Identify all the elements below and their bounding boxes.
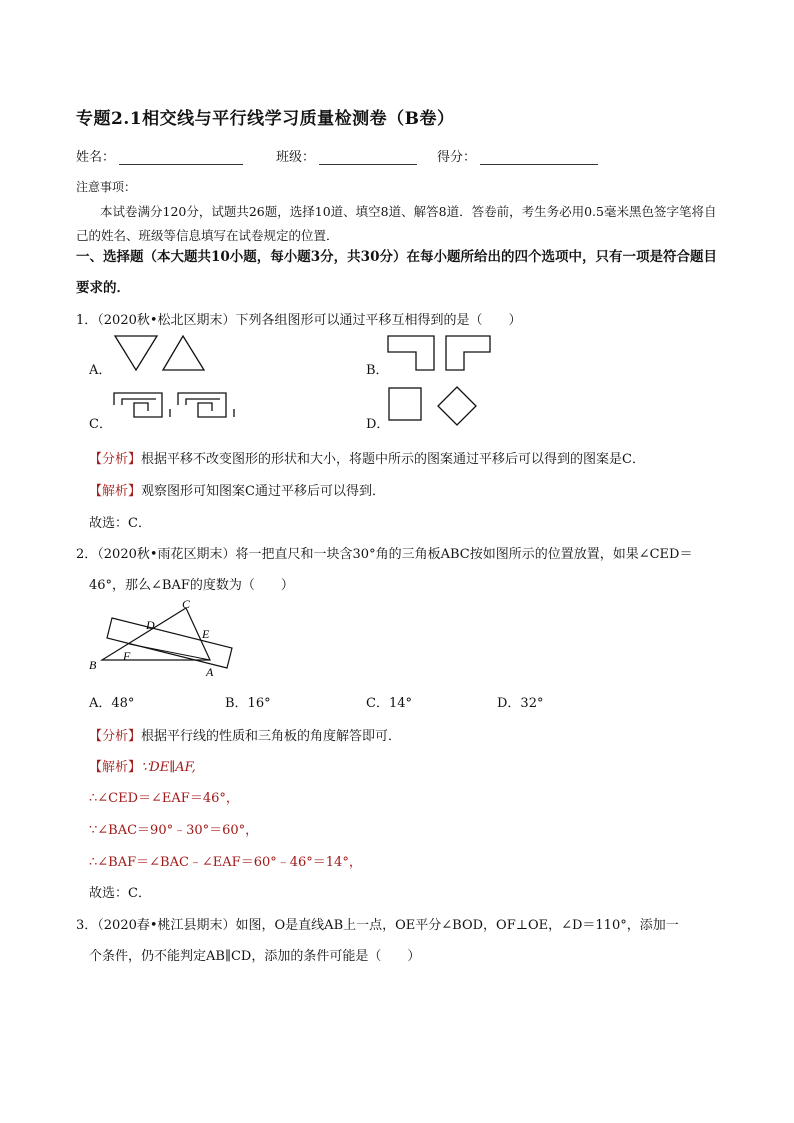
score-field[interactable] bbox=[437, 146, 598, 165]
score-label: 得分： bbox=[437, 150, 477, 165]
q2-label-c: C bbox=[182, 597, 191, 611]
name-field[interactable] bbox=[76, 146, 243, 165]
q2-option-d: D．32° bbox=[497, 696, 544, 711]
class-field[interactable] bbox=[276, 146, 417, 165]
q2-analysis-text: 根据平行线的性质和三角板的角度解答即可． bbox=[141, 729, 402, 744]
q1-solution-tag: 【解析】 bbox=[89, 484, 142, 499]
q2-step3: ∵∠BAC＝90°﹣30°＝60°， bbox=[89, 823, 259, 838]
q2-label-b: B bbox=[89, 658, 97, 672]
q2-label-e: E bbox=[202, 627, 210, 641]
notice-text: 本试卷满分120分，试题共26题，选择10道、填空8道、解答8道．答卷前，考生务必用0.5毫米黑色签字笔将自己的姓名、班级等信息填写在试卷规定的位置． bbox=[76, 204, 717, 243]
q3-stem-line1: 3．（2020春•桃江县期末）如图，O是直线AB上一点，OE平分∠BOD，OF⊥OE，∠D＝110°，添加一 bbox=[76, 918, 679, 933]
notice-heading: 注意事项： bbox=[76, 180, 137, 194]
q2-label-d: D bbox=[146, 618, 155, 632]
q2-answer: 故选：C． bbox=[89, 886, 151, 901]
q1-answer: 故选：C． bbox=[89, 516, 151, 531]
q2-step2: ∴∠CED＝∠EAF＝46°， bbox=[89, 791, 239, 806]
page-title: 专题2.1相交线与平行线学习质量检测卷（B卷） bbox=[76, 109, 455, 129]
q1-analysis-text: 根据平移不改变图形的形状和大小，将题中所示的图案通过平移后可以得到的图案是C． bbox=[141, 452, 645, 467]
q2-analysis-tag: 【分析】 bbox=[89, 729, 142, 744]
q2-stem-line1: 2．（2020秋•雨花区期末）将一把直尺和一块含30°角的三角板ABC按如图所示的位置放置，如果∠CED＝ bbox=[76, 547, 693, 562]
q1-figure-a bbox=[113, 334, 208, 374]
q2-solution-tag: 【解析】 bbox=[89, 760, 142, 775]
q2-option-c: C．14° bbox=[366, 696, 412, 711]
q2-solution bbox=[89, 756, 196, 775]
q2-stem-line2: 46°，那么∠BAF的度数为（ ） bbox=[89, 578, 294, 593]
q1-option-a: A． bbox=[89, 363, 112, 378]
q2-analysis bbox=[89, 725, 401, 744]
section-heading: 一、选择题（本大题共10小题，每小题3分，共30分）在每小题所给出的四个选项中，只有一项是符合题目要求的． bbox=[76, 249, 717, 296]
q1-stem: 1．（2020秋•松北区期末）下列各组图形可以通过平移互相得到的是（ ） bbox=[76, 313, 522, 328]
q1-option-c: C． bbox=[89, 417, 112, 432]
name-blank[interactable] bbox=[119, 150, 243, 165]
class-label: 班级： bbox=[276, 150, 316, 165]
q1-figure-c bbox=[112, 391, 237, 423]
q2-label-a: A bbox=[206, 665, 214, 679]
q1-figure-d bbox=[386, 385, 481, 429]
q2-option-a: A．48° bbox=[89, 696, 135, 711]
name-label: 姓名： bbox=[76, 150, 116, 165]
q2-figure bbox=[86, 596, 246, 681]
class-blank[interactable] bbox=[319, 150, 417, 165]
q1-option-b: B． bbox=[366, 363, 389, 378]
q3-stem-line2: 个条件，仍不能判定AB∥CD，添加的条件可能是（ ） bbox=[89, 949, 421, 964]
q1-analysis-tag: 【分析】 bbox=[89, 452, 142, 467]
q1-option-d: D． bbox=[366, 417, 390, 432]
q1-solution bbox=[89, 480, 385, 499]
q2-step4: ∴∠BAF＝∠BAC﹣∠EAF＝60°﹣46°＝14°， bbox=[89, 855, 362, 870]
q2-option-b: B．16° bbox=[225, 696, 271, 711]
q1-analysis bbox=[89, 448, 645, 467]
score-blank[interactable] bbox=[480, 150, 598, 165]
q1-figure-b bbox=[386, 334, 496, 374]
q1-solution-text: 观察图形可知图案C通过平移后可以得到． bbox=[141, 484, 385, 499]
q2-step1: ∵DE∥AF, bbox=[141, 760, 196, 775]
q2-label-f: F bbox=[123, 649, 131, 663]
